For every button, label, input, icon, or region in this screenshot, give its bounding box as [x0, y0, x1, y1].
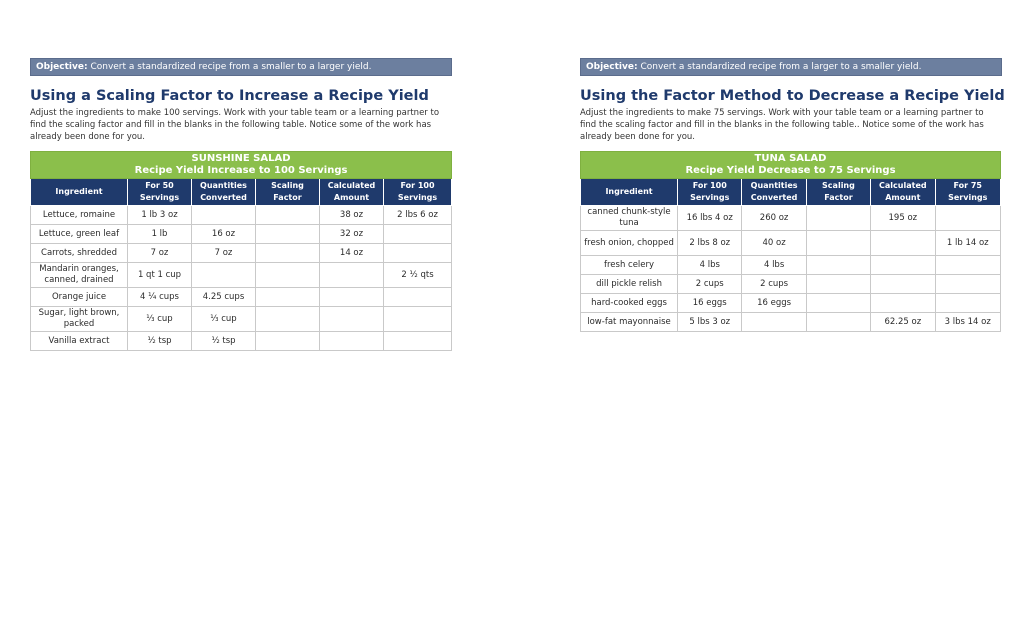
- objective-banner: [580, 58, 1002, 76]
- converted-cell[interactable]: 7 oz: [192, 244, 256, 263]
- ingredient-cell: fresh celery: [581, 256, 678, 275]
- original-amount-cell: 1 qt 1 cup: [128, 263, 192, 288]
- calculated-amount-cell[interactable]: 14 oz: [320, 244, 384, 263]
- calculated-amount-cell[interactable]: 195 oz: [871, 206, 935, 231]
- original-amount-cell: ⅓ cup: [128, 307, 192, 332]
- scaling-factor-cell[interactable]: [806, 206, 870, 231]
- original-amount-cell: 1 lb: [128, 225, 192, 244]
- converted-cell[interactable]: 16 oz: [192, 225, 256, 244]
- calculated-amount-cell[interactable]: 62.25 oz: [871, 313, 935, 332]
- calculated-amount-cell[interactable]: [871, 231, 935, 256]
- ingredient-cell: Carrots, shredded: [31, 244, 128, 263]
- ingredient-cell: Lettuce, green leaf: [31, 225, 128, 244]
- table-row: [581, 206, 1001, 231]
- scaling-factor-cell[interactable]: [806, 294, 870, 313]
- section-intro: Adjust the ingredients to make 100 servings. Work with your table team or a learning partner to find the scaling factor and fill in the blanks in the following table. Notice some of the work has already been done for you.: [30, 108, 440, 142]
- column-header: For 100 Servings: [678, 179, 742, 206]
- tuna-salad-table: [580, 151, 1001, 332]
- ingredient-cell: fresh onion, chopped: [581, 231, 678, 256]
- scaling-factor-cell[interactable]: [256, 307, 320, 332]
- column-header: Scaling Factor: [256, 179, 320, 206]
- table-row: [581, 313, 1001, 332]
- scaling-factor-cell[interactable]: [256, 332, 320, 351]
- scaling-factor-cell[interactable]: [256, 288, 320, 307]
- table-row: [31, 244, 452, 263]
- calculated-amount-cell[interactable]: [320, 332, 384, 351]
- converted-cell[interactable]: 2 cups: [742, 275, 806, 294]
- sunshine-salad-table: [30, 151, 452, 351]
- table-row: [31, 332, 452, 351]
- scaling-factor-cell[interactable]: [806, 313, 870, 332]
- ingredient-cell: dill pickle relish: [581, 275, 678, 294]
- calculated-amount-cell[interactable]: [871, 275, 935, 294]
- original-amount-cell: ½ tsp: [128, 332, 192, 351]
- new-yield-cell[interactable]: 2 ½ qts: [384, 263, 452, 288]
- new-yield-cell[interactable]: 3 lbs 14 oz: [935, 313, 1001, 332]
- ingredient-cell: canned chunk-style tuna: [581, 206, 678, 231]
- column-header: Scaling Factor: [806, 179, 870, 206]
- table-title: [581, 152, 1001, 179]
- original-amount-cell: 2 lbs 8 oz: [678, 231, 742, 256]
- new-yield-cell[interactable]: [935, 275, 1001, 294]
- ingredient-cell: hard-cooked eggs: [581, 294, 678, 313]
- column-header: For 75 Servings: [935, 179, 1001, 206]
- original-amount-cell: 7 oz: [128, 244, 192, 263]
- new-yield-cell[interactable]: [935, 256, 1001, 275]
- converted-cell[interactable]: [192, 206, 256, 225]
- objective-banner: [30, 58, 452, 76]
- table-row: [31, 225, 452, 244]
- converted-cell[interactable]: ⅓ cup: [192, 307, 256, 332]
- decrease-yield-section: [580, 58, 1005, 332]
- scaling-factor-cell[interactable]: [806, 256, 870, 275]
- column-header: For 50 Servings: [128, 179, 192, 206]
- original-amount-cell: 1 lb 3 oz: [128, 206, 192, 225]
- new-yield-cell[interactable]: [384, 332, 452, 351]
- original-amount-cell: 4 ¼ cups: [128, 288, 192, 307]
- ingredient-cell: Sugar, light brown, packed: [31, 307, 128, 332]
- calculated-amount-cell[interactable]: [320, 288, 384, 307]
- table-title: [31, 152, 452, 179]
- scaling-factor-cell[interactable]: [806, 231, 870, 256]
- converted-cell[interactable]: 4.25 cups: [192, 288, 256, 307]
- ingredient-cell: Orange juice: [31, 288, 128, 307]
- table-row: [31, 307, 452, 332]
- objective-text: Convert a standardized recipe from a smaller to a larger yield.: [90, 62, 372, 72]
- calculated-amount-cell[interactable]: 32 oz: [320, 225, 384, 244]
- table-title-name: SUNSHINE SALAD: [191, 153, 291, 164]
- new-yield-cell[interactable]: [384, 244, 452, 263]
- calculated-amount-cell[interactable]: 38 oz: [320, 206, 384, 225]
- ingredient-cell: low-fat mayonnaise: [581, 313, 678, 332]
- column-header: For 100 Servings: [384, 179, 452, 206]
- calculated-amount-cell[interactable]: [871, 256, 935, 275]
- column-header: Calculated Amount: [320, 179, 384, 206]
- objective-label: Objective:: [586, 62, 638, 72]
- calculated-amount-cell[interactable]: [320, 263, 384, 288]
- section-heading: Using a Scaling Factor to Increase a Recipe Yield: [30, 88, 429, 104]
- table-title-name: TUNA SALAD: [754, 153, 827, 164]
- new-yield-cell[interactable]: [935, 294, 1001, 313]
- table-title-subtitle: Recipe Yield Increase to 100 Servings: [134, 165, 348, 176]
- new-yield-cell[interactable]: [384, 288, 452, 307]
- scaling-factor-cell[interactable]: [256, 263, 320, 288]
- calculated-amount-cell[interactable]: [871, 294, 935, 313]
- column-header: Quantities Converted: [742, 179, 806, 206]
- new-yield-cell[interactable]: [384, 225, 452, 244]
- increase-yield-section: [30, 58, 452, 351]
- table-row: [581, 294, 1001, 313]
- objective-text: Convert a standardized recipe from a larger to a smaller yield.: [640, 62, 922, 72]
- original-amount-cell: 5 lbs 3 oz: [678, 313, 742, 332]
- column-header: Calculated Amount: [871, 179, 935, 206]
- scaling-factor-cell[interactable]: [256, 244, 320, 263]
- original-amount-cell: 4 lbs: [678, 256, 742, 275]
- column-header: Quantities Converted: [192, 179, 256, 206]
- new-yield-cell[interactable]: 2 lbs 6 oz: [384, 206, 452, 225]
- table-row: [31, 288, 452, 307]
- column-header: Ingredient: [581, 179, 678, 206]
- new-yield-cell[interactable]: [384, 307, 452, 332]
- new-yield-cell[interactable]: 1 lb 14 oz: [935, 231, 1001, 256]
- table-row: [581, 256, 1001, 275]
- section-intro: Adjust the ingredients to make 75 servings. Work with your table team or a learning partner to find the scaling factor and fill in the blanks in the following table.. Notice some of the work has already been done for you.: [580, 108, 984, 142]
- objective-label: Objective:: [36, 62, 88, 72]
- column-header: Ingredient: [31, 179, 128, 206]
- section-heading: Using the Factor Method to Decrease a Recipe Yield: [580, 88, 1005, 104]
- converted-cell[interactable]: 260 oz: [742, 206, 806, 231]
- scaling-factor-cell[interactable]: [256, 206, 320, 225]
- table-title-subtitle: Recipe Yield Decrease to 75 Servings: [685, 165, 896, 176]
- table-row: [31, 206, 452, 225]
- converted-cell[interactable]: [742, 313, 806, 332]
- original-amount-cell: 16 lbs 4 oz: [678, 206, 742, 231]
- converted-cell[interactable]: 40 oz: [742, 231, 806, 256]
- table-row: [31, 263, 452, 288]
- calculated-amount-cell[interactable]: [320, 307, 384, 332]
- ingredient-cell: Vanilla extract: [31, 332, 128, 351]
- new-yield-cell[interactable]: [935, 206, 1001, 231]
- converted-cell[interactable]: ½ tsp: [192, 332, 256, 351]
- table-row: [581, 275, 1001, 294]
- scaling-factor-cell[interactable]: [806, 275, 870, 294]
- original-amount-cell: 2 cups: [678, 275, 742, 294]
- ingredient-cell: Mandarin oranges, canned, drained: [31, 263, 128, 288]
- converted-cell[interactable]: 16 eggs: [742, 294, 806, 313]
- table-row: [581, 231, 1001, 256]
- ingredient-cell: Lettuce, romaine: [31, 206, 128, 225]
- converted-cell[interactable]: [192, 263, 256, 288]
- converted-cell[interactable]: 4 lbs: [742, 256, 806, 275]
- scaling-factor-cell[interactable]: [256, 225, 320, 244]
- original-amount-cell: 16 eggs: [678, 294, 742, 313]
